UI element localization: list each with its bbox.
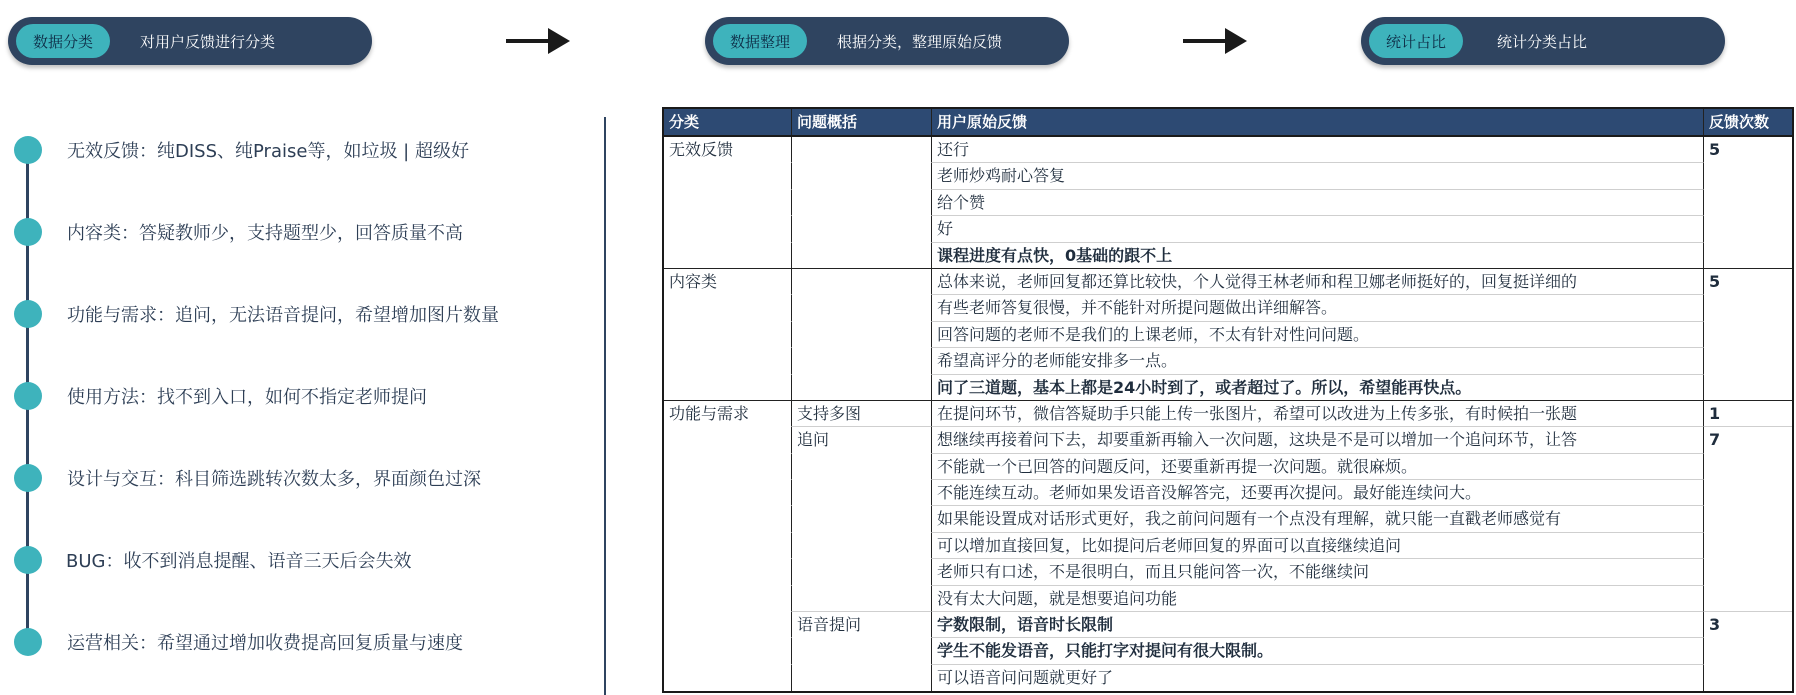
cell-count: [1704, 348, 1792, 374]
table-row: [664, 586, 1792, 612]
cell-count: 7: [1709, 430, 1721, 450]
cell-summary: 支持多图: [792, 401, 932, 427]
cell-category: [664, 454, 792, 480]
cell-category: [664, 533, 792, 559]
cell-category: [664, 665, 792, 691]
timeline-item: [14, 628, 463, 656]
table-row: [664, 137, 1792, 163]
cell-count: [1704, 506, 1792, 532]
timeline-dot: [14, 218, 42, 246]
header-summary: 问题概括: [792, 109, 932, 135]
category-label: BUG：收不到消息提醒、语音三天后会失效: [66, 551, 412, 572]
cell-count: 5: [1709, 271, 1721, 291]
cell-feedback: 字数限制，语音时长限制: [932, 612, 1704, 638]
cell-category: [664, 375, 792, 401]
cell-feedback: 总体来说，老师回复都还算比较快，个人觉得王林老师和程卫娜老师挺好的，回复挺详细的: [932, 269, 1704, 295]
cell-feedback: 在提问环节，微信答疑助手只能上传一张图片，希望可以改进为上传多张，有时候拍一张题: [932, 401, 1704, 427]
step-pill-organize: [705, 17, 1069, 65]
timeline-dot: [14, 300, 42, 328]
arrow-right-icon: [506, 24, 570, 58]
category-label: 功能与需求：追问，无法语音提问，希望增加图片数量: [67, 305, 499, 326]
cell-count: [1704, 216, 1792, 242]
category-label: 设计与交互：科目筛选跳转次数太多，界面颜色过深: [67, 469, 481, 490]
cell-category: [664, 586, 792, 612]
category-label: 使用方法：找不到入口，如何不指定老师提问: [67, 387, 427, 408]
vertical-divider: [604, 117, 606, 695]
step-description: 对用户反馈进行分类: [140, 32, 276, 51]
step-description: 根据分类，整理原始反馈: [837, 32, 1003, 51]
step-tag: 数据整理: [713, 24, 807, 58]
timeline-dot: [14, 382, 42, 410]
table-row: [664, 348, 1792, 374]
cell-category: [664, 638, 792, 664]
cell-feedback: 学生不能发语音，只能打字对提问有很大限制。: [932, 638, 1704, 664]
step-pill-classify: [8, 17, 372, 65]
cell-feedback: 没有太大问题，就是想要追问功能: [932, 586, 1704, 612]
cell-count: [1704, 190, 1792, 216]
category-label: 无效反馈：纯DISS、纯Praise等，如垃圾 | 超级好: [67, 141, 469, 162]
cell-summary: [792, 216, 932, 242]
table-row: [664, 638, 1792, 664]
table-row: [664, 269, 1792, 295]
table-row: [664, 216, 1792, 242]
table-header-row: [664, 109, 1792, 137]
cell-feedback: 可以增加直接回复，比如提问后老师回复的界面可以直接继续追问: [932, 533, 1704, 559]
cell-count: [1704, 243, 1792, 269]
step-description: 统计分类占比: [1497, 32, 1588, 51]
cell-count: [1704, 559, 1792, 585]
table-row: [664, 665, 1792, 691]
cell-category: [664, 243, 792, 269]
header-count: 反馈次数: [1709, 113, 1770, 131]
table-row: [664, 480, 1792, 506]
cell-summary: [792, 190, 932, 216]
cell-count: [1704, 533, 1792, 559]
cell-summary: [792, 533, 932, 559]
cell-category: 内容类: [664, 269, 792, 295]
cell-category: [664, 348, 792, 374]
cell-summary: [792, 243, 932, 269]
timeline-dot: [14, 464, 42, 492]
header-feedback: 用户原始反馈: [932, 109, 1704, 135]
cell-summary: [792, 295, 932, 321]
step-tag: 统计占比: [1369, 24, 1463, 58]
cell-feedback: 问了三道题，基本上都是24小时到了，或者超过了。所以，希望能再快点。: [932, 375, 1704, 401]
cell-category: [664, 190, 792, 216]
cell-feedback: 还行: [932, 137, 1704, 163]
timeline-dot: [14, 546, 42, 574]
cell-feedback: 好: [932, 216, 1704, 242]
table-row: [664, 190, 1792, 216]
cell-count: [1704, 586, 1792, 612]
arrow-right-icon: [1183, 24, 1247, 58]
feedback-table: [662, 107, 1794, 693]
cell-category: [664, 322, 792, 348]
cell-summary: [792, 454, 932, 480]
cell-summary: [792, 322, 932, 348]
header-category: 分类: [664, 109, 792, 135]
timeline-item: [14, 382, 427, 410]
cell-category: [664, 506, 792, 532]
cell-feedback: 回答问题的老师不是我们的上课老师，不太有针对性问问题。: [932, 322, 1704, 348]
cell-category: [664, 612, 792, 638]
timeline-item: [14, 218, 463, 246]
table-row: [664, 243, 1792, 269]
cell-feedback: 老师炒鸡耐心答复: [932, 163, 1704, 189]
cell-count: [1704, 480, 1792, 506]
cell-count: 1: [1704, 401, 1792, 427]
cell-summary: 语音提问: [792, 612, 932, 638]
timeline-dot: [14, 136, 42, 164]
step-tag: 数据分类: [16, 24, 110, 58]
cell-count: 5: [1709, 140, 1721, 159]
table-row: [664, 427, 1792, 453]
cell-count: [1704, 375, 1792, 401]
cell-feedback: 给个赞: [932, 190, 1704, 216]
cell-summary: 追问: [792, 427, 932, 453]
cell-count: [1704, 638, 1792, 664]
table-row: [664, 612, 1792, 638]
cell-category: [664, 559, 792, 585]
table-row: [664, 533, 1792, 559]
cell-count: [1704, 322, 1792, 348]
cell-summary: [792, 375, 932, 401]
step-pill-statistics: [1361, 17, 1725, 65]
cell-feedback: 课程进度有点快，0基础的跟不上: [932, 243, 1704, 269]
category-label: 内容类：答疑教师少，支持题型少，回答质量不高: [67, 223, 463, 244]
cell-summary: [792, 348, 932, 374]
cell-summary: [792, 586, 932, 612]
cell-category: [664, 480, 792, 506]
cell-count: [1704, 454, 1792, 480]
table-row: [664, 322, 1792, 348]
table-row: [664, 559, 1792, 585]
timeline-item: [14, 546, 412, 574]
timeline-item: [14, 136, 469, 164]
cell-feedback: 如果能设置成对话形式更好，我之前问问题有一个点没有理解，就只能一直戳老师感觉有: [932, 506, 1704, 532]
table-row: [664, 506, 1792, 532]
table-row: [664, 401, 1792, 427]
cell-feedback: 想继续再接着问下去，却要重新再输入一次问题，这块是不是可以增加一个追问环节，让答: [932, 427, 1704, 453]
cell-feedback: 不能连续互动。老师如果发语音没解答完，还要再次提问。最好能连续问大。: [932, 480, 1704, 506]
cell-feedback: 希望高评分的老师能安排多一点。: [932, 348, 1704, 374]
cell-summary: [792, 163, 932, 189]
cell-summary: [792, 137, 932, 163]
table-row: [664, 375, 1792, 401]
timeline-dot: [14, 628, 42, 656]
table-row: [664, 163, 1792, 189]
cell-category: [664, 216, 792, 242]
cell-summary: [792, 480, 932, 506]
table-row: [664, 295, 1792, 321]
cell-summary: [792, 269, 932, 295]
cell-count: 3: [1709, 615, 1721, 635]
cell-count: [1704, 665, 1792, 691]
cell-count: [1704, 163, 1792, 189]
table-body: [664, 137, 1792, 691]
cell-category: 功能与需求: [664, 401, 792, 427]
cell-feedback: 不能就一个已回答的问题反问，还要重新再提一次问题。就很麻烦。: [932, 454, 1704, 480]
cell-count: [1704, 295, 1792, 321]
cell-feedback: 有些老师答复很慢，并不能针对所提问题做出详细解答。: [932, 295, 1704, 321]
cell-category: 无效反馈: [664, 137, 792, 163]
cell-category: [664, 163, 792, 189]
cell-summary: [792, 559, 932, 585]
cell-category: [664, 295, 792, 321]
cell-category: [664, 427, 792, 453]
cell-summary: [792, 638, 932, 664]
timeline-item: [14, 464, 481, 492]
cell-feedback: 可以语音问问题就更好了: [932, 665, 1704, 691]
cell-summary: [792, 665, 932, 691]
cell-feedback: 老师只有口述，不是很明白，而且只能问答一次，不能继续问: [932, 559, 1704, 585]
category-label: 运营相关：希望通过增加收费提高回复质量与速度: [67, 633, 463, 654]
timeline-item: [14, 300, 499, 328]
cell-summary: [792, 506, 932, 532]
table-row: [664, 454, 1792, 480]
